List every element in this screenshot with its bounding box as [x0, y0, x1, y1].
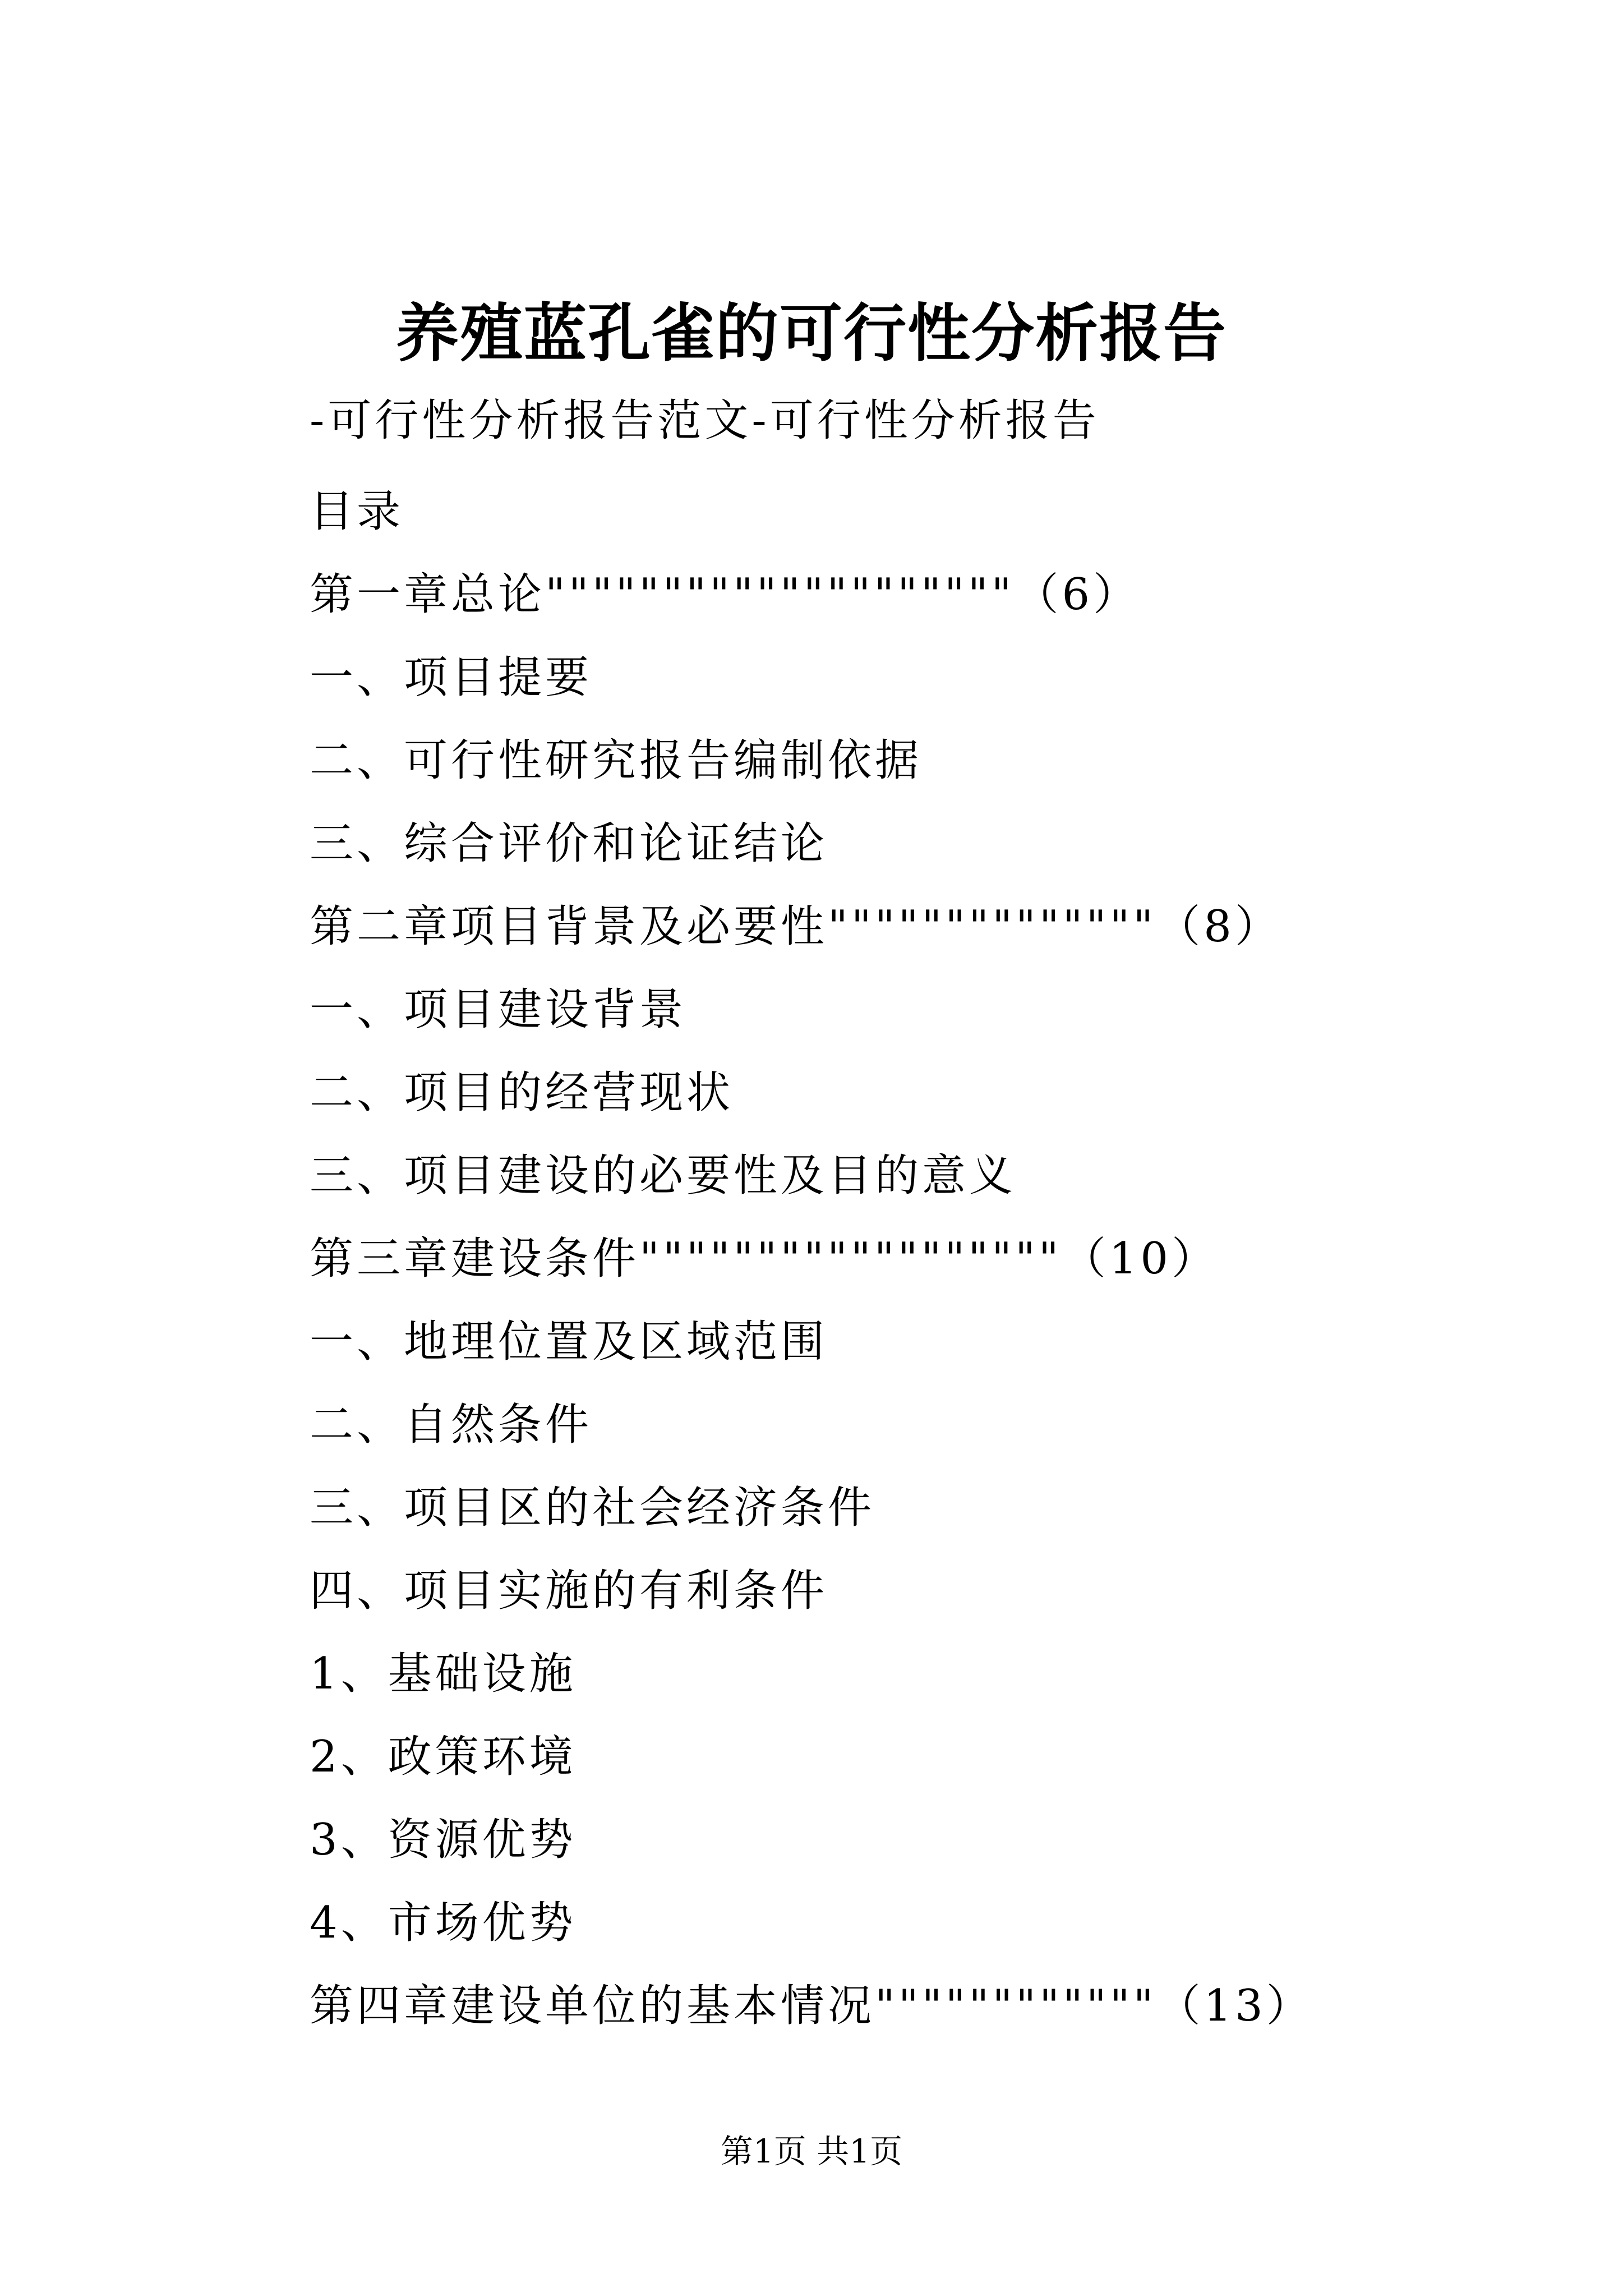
- toc-chapter-1: 第一章总论""""""""""""""""""""（6）: [310, 569, 1141, 620]
- toc-item: 四、项目实施的有利条件: [310, 1566, 828, 1616]
- toc-chapter-3: 第三章建设条件""""""""""""""""""（10）: [310, 1234, 1219, 1284]
- page-footer: 第1页 共1页: [720, 2132, 903, 2170]
- toc-subitem: 3、资源优势: [310, 1815, 577, 1865]
- document-subtitle: -可行性分析报告范文-可行性分析报告: [310, 395, 1100, 446]
- table-of-contents: [310, 470, 1313, 2047]
- toc-chapter-4: 第四章建设单位的基本情况""""""""""""（13）: [310, 1981, 1313, 2031]
- toc-item: 二、自然条件: [310, 1400, 593, 1450]
- toc-item: 一、项目建设背景: [310, 984, 687, 1035]
- toc-item: 二、项目的经营现状: [310, 1068, 734, 1118]
- toc-subitem: 2、政策环境: [310, 1732, 577, 1782]
- document-title: 养殖蓝孔雀的可行性分析报告: [396, 297, 1227, 370]
- toc-subitem: 4、市场优势: [310, 1898, 577, 1948]
- toc-item: 二、可行性研究报告编制依据: [310, 735, 923, 786]
- toc-item: 三、项目区的社会经济条件: [310, 1483, 875, 1533]
- toc-item: 三、综合评价和论证结论: [310, 818, 828, 869]
- toc-item: 三、项目建设的必要性及目的意义: [310, 1151, 1017, 1201]
- toc-heading: 目录: [310, 486, 404, 537]
- toc-subitem: 1、基础设施: [310, 1649, 577, 1699]
- toc-chapter-2: 第二章项目背景及必要性""""""""""""""（8）: [310, 901, 1282, 952]
- toc-item: 一、项目提要: [310, 652, 593, 703]
- toc-item: 一、地理位置及区域范围: [310, 1317, 828, 1367]
